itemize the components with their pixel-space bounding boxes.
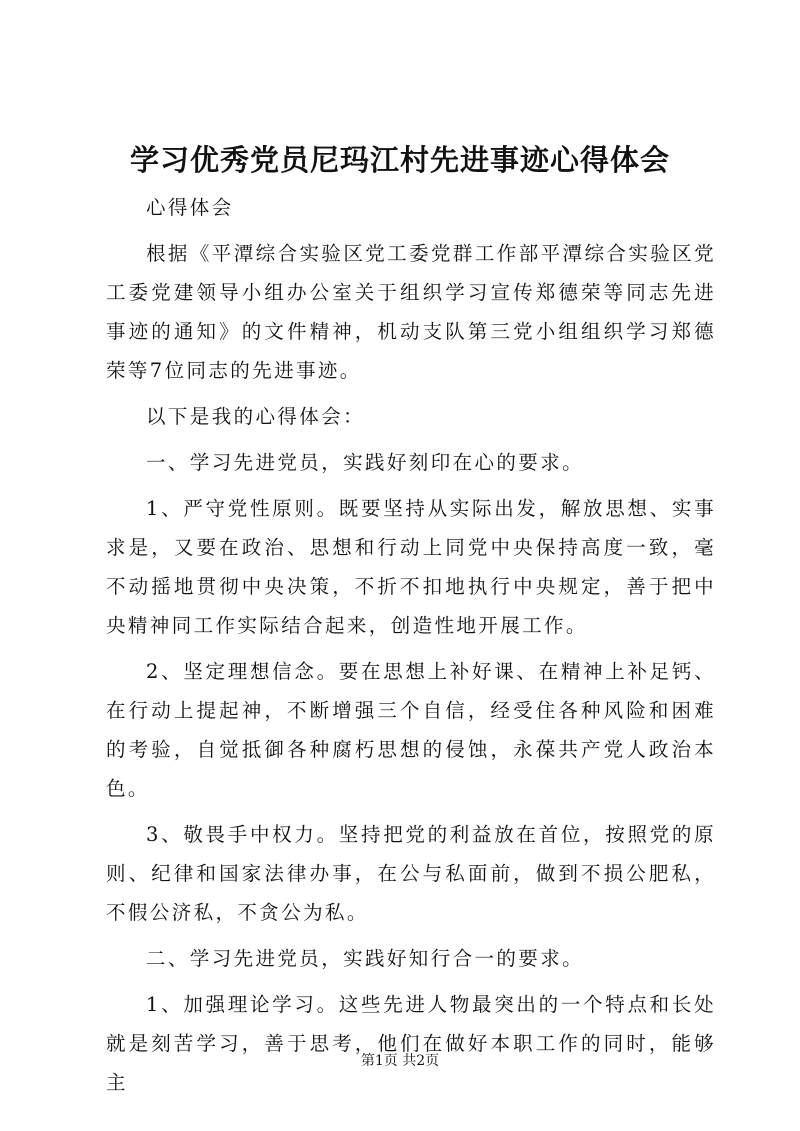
section-heading-2: 二、学习先进党员，实践好知行合一的要求。 <box>146 947 585 970</box>
page-footer: 第1页 共2页 <box>360 1053 440 1069</box>
document-title: 学习优秀党员尼玛江村先进事迹心得体会 <box>129 143 670 177</box>
paragraph-item: 1、严守党性原则。既要坚持从实际出发，解放思想、实事求是，又要在政治、思想和行动上同党中央保持高度一致，毫不动摇地贯彻中央决策，不折不扣地执行中央规定，善于把中央精神同工作实际结合起来，创造性地开展工作。 <box>106 497 716 637</box>
paragraph-heading: 心得体会 <box>146 196 234 219</box>
paragraph-item: 1、加强理论学习。这些先进人物最突出的一个特点和长处就是刻苦学习，善于思考，他们在做好本职工作的同时，能够主 <box>106 993 716 1094</box>
document-body <box>106 188 716 1102</box>
paragraph-item: 2、坚定理想信念。要在思想上补好课、在精神上补足钙、在行动上提起神，不断增强三个自信，经受住各种风险和困难的考验，自觉抵御各种腐朽思想的侵蚀，永葆共产党人政治本色。 <box>106 660 716 800</box>
paragraph-intro: 根据《平潭综合实验区党工委党群工作部平潭综合实验区党工委党建领导小组办公室关于组织学习宣传郑德荣等同志先进事迹的通知》的文件精神，机动支队第三党小组组织学习郑德荣等7位同志的先进事迹。 <box>106 242 716 382</box>
paragraph-lead: 以下是我的心得体会： <box>146 405 366 428</box>
paragraph-item: 3、敬畏手中权力。坚持把党的利益放在首位，按照党的原则、纪律和国家法律办事，在公与私面前，做到不损公肥私，不假公济私，不贪公为私。 <box>106 823 716 924</box>
section-heading-1: 一、学习先进党员，实践好刻印在心的要求。 <box>146 451 585 474</box>
